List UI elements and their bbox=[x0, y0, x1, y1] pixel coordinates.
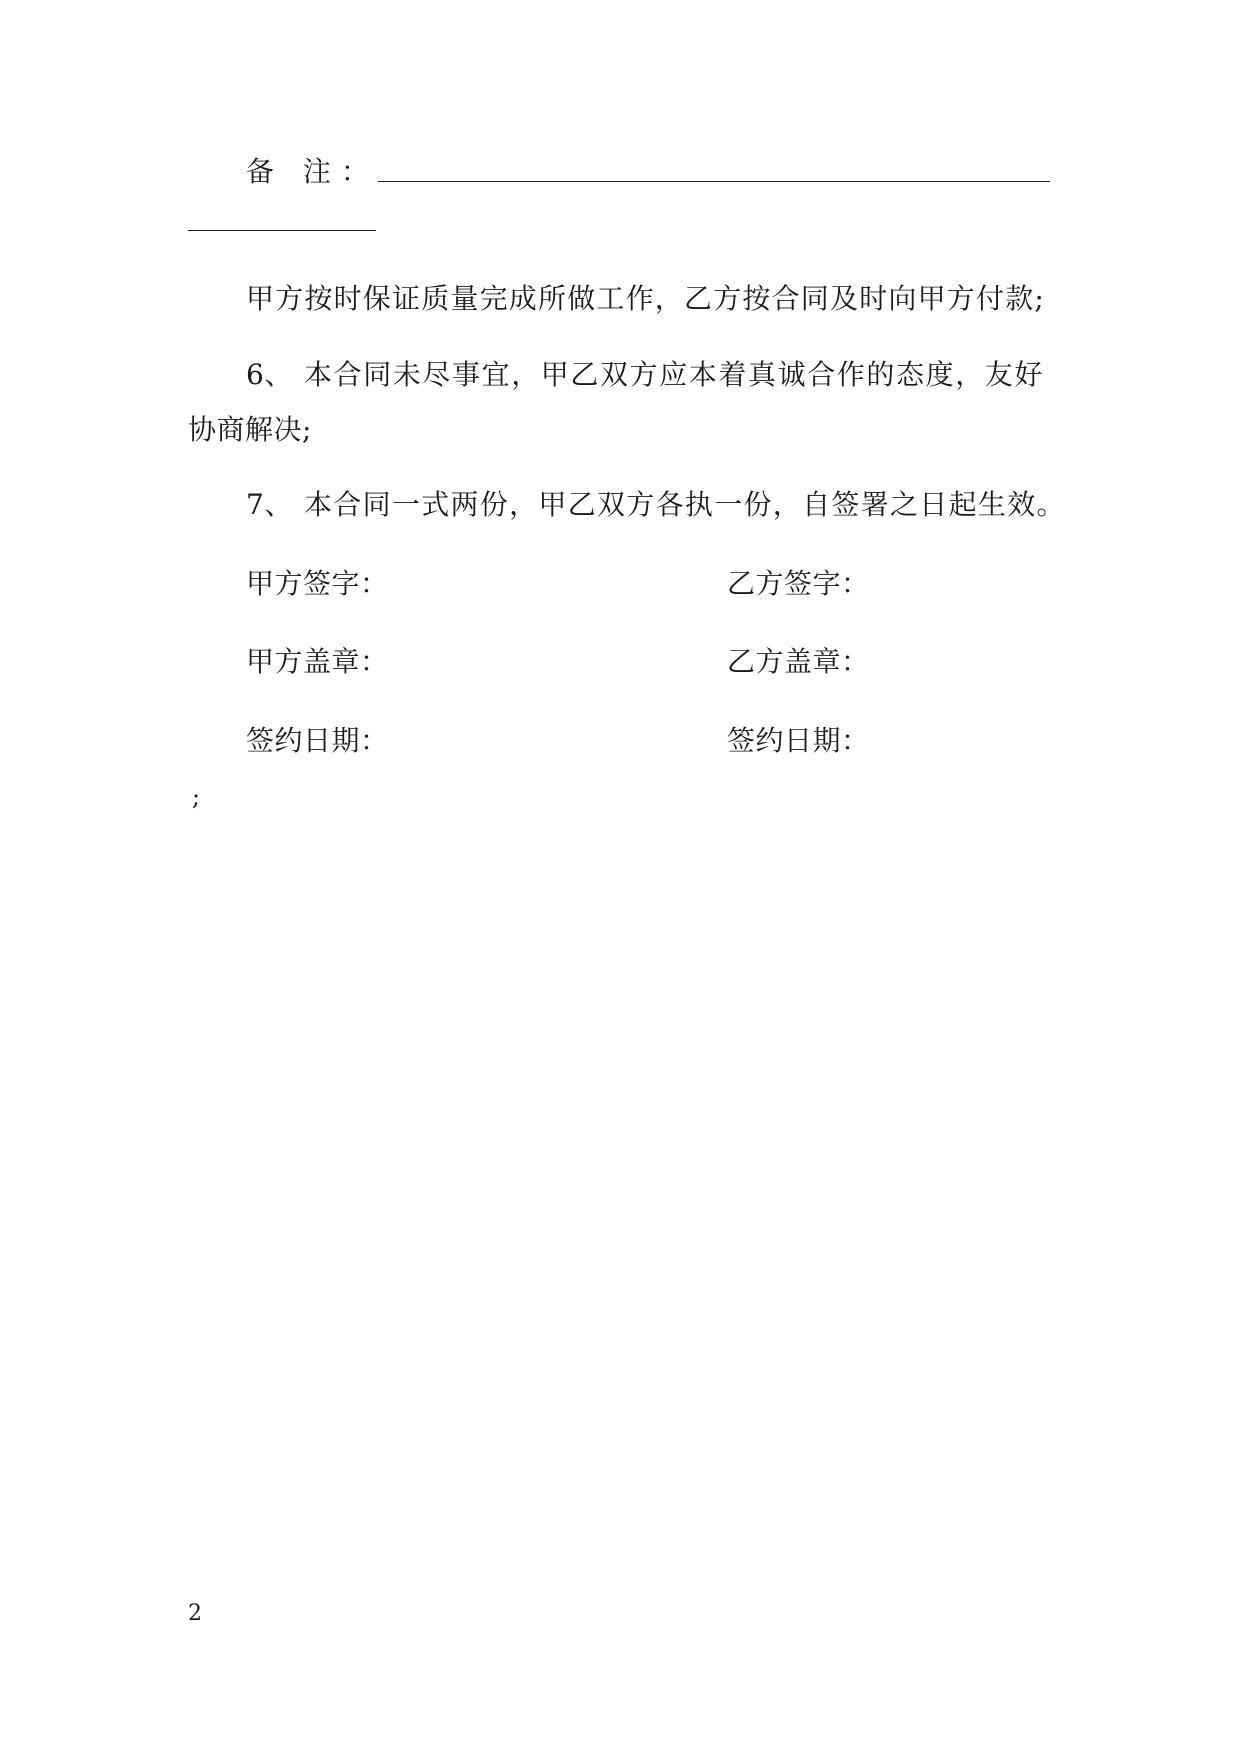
clause-7-number: 7、 bbox=[246, 488, 293, 521]
party-b-seal-label: 乙方盖章： bbox=[727, 645, 870, 678]
party-a-date-label: 签约日期： bbox=[246, 724, 389, 757]
clause-6-number: 6、 bbox=[246, 358, 293, 391]
clause-7-text: 本合同一式两份，甲乙双方各执一份，自签署之日起生效。 bbox=[304, 488, 1066, 521]
trailing-semicolon: ; bbox=[192, 783, 201, 811]
party-a-signature-label: 甲方签字： bbox=[246, 567, 389, 600]
party-b-date-label: 签约日期： bbox=[727, 724, 870, 757]
remarks-label: 备 注： bbox=[246, 155, 379, 188]
party-a-seal-label: 甲方盖章： bbox=[246, 645, 389, 678]
page-number: 2 bbox=[188, 1601, 203, 1626]
clause-6-text: 本合同未尽事宜，甲乙双方应本着真诚合作的态度，友好 bbox=[304, 358, 1045, 391]
remarks-blank-line bbox=[378, 181, 1050, 182]
clause-6-continuation: 协商解决; bbox=[188, 413, 312, 446]
party-b-signature-label: 乙方签字： bbox=[727, 567, 870, 600]
payment-clause: 甲方按时保证质量完成所做工作，乙方按合同及时向甲方付款; bbox=[246, 282, 1046, 315]
remarks-blank-line-continued bbox=[188, 230, 376, 231]
